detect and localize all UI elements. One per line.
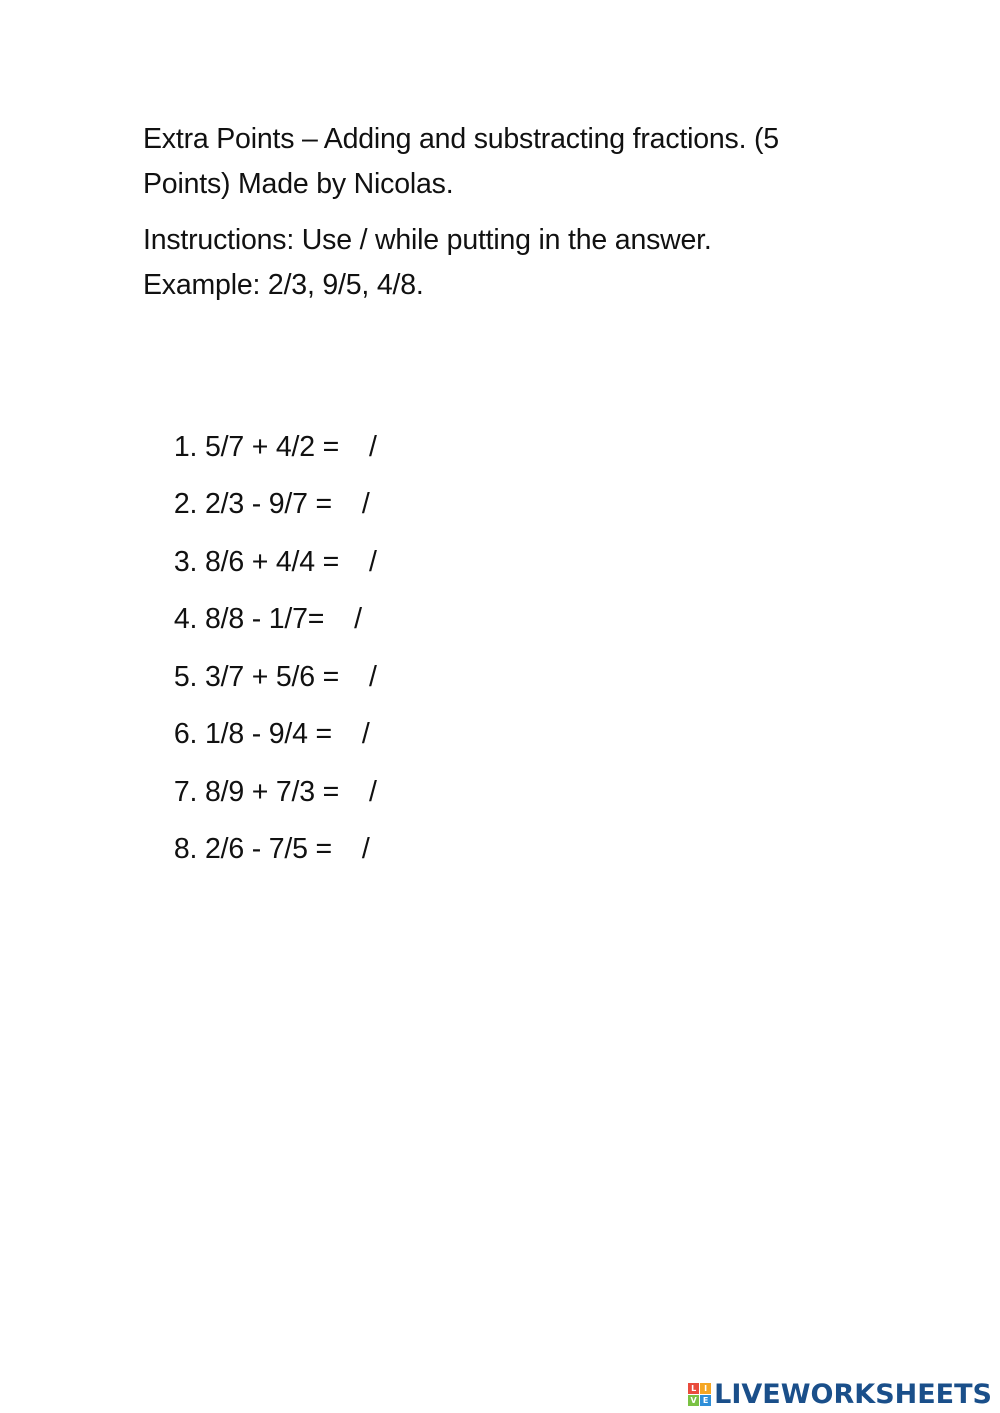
worksheet-title xyxy=(143,117,863,207)
question-1 xyxy=(143,380,377,463)
question-label: 4. 8/8 - 1/7= xyxy=(173,603,325,635)
answer-slash: / xyxy=(369,546,377,578)
question-label: 5. 3/7 + 5/6 = xyxy=(173,661,340,693)
title-line: Points) Made by Nicolas. xyxy=(143,168,454,200)
question-4 xyxy=(143,552,362,635)
logo-mark-letter: E xyxy=(700,1395,711,1406)
question-label: 7. 8/9 + 7/3 = xyxy=(173,776,340,808)
question-label: 2. 2/3 - 9/7 = xyxy=(173,488,332,520)
answer-slash: / xyxy=(361,718,370,750)
answer-slash: / xyxy=(369,661,377,693)
question-7 xyxy=(143,725,377,808)
liveworksheets-logo xyxy=(688,1378,992,1410)
answer-slash: / xyxy=(354,603,362,635)
answer-slash: / xyxy=(361,488,370,520)
question-6 xyxy=(143,667,370,750)
instructions-line: Example: 2/3, 9/5, 4/8. xyxy=(143,269,424,301)
answer-slash: / xyxy=(369,431,377,463)
logo-mark-letter: L xyxy=(688,1383,699,1394)
question-5 xyxy=(143,610,377,693)
instructions xyxy=(143,218,863,308)
answer-slash: / xyxy=(369,776,377,808)
question-label: 3. 8/6 + 4/4 = xyxy=(173,546,340,578)
title-line: Extra Points – Adding and substracting fractions. (5 xyxy=(143,123,779,155)
instructions-line: Instructions: Use / while putting in the answer. xyxy=(143,224,712,256)
question-label: 6. 1/8 - 9/4 = xyxy=(173,718,332,750)
question-label: 1. 5/7 + 4/2 = xyxy=(173,431,340,463)
answer-slash: / xyxy=(361,833,370,865)
logo-mark-letter: V xyxy=(688,1395,699,1406)
question-3 xyxy=(143,495,377,578)
question-2 xyxy=(143,437,370,520)
logo-mark-letter: I xyxy=(700,1383,711,1394)
logo-text: LIVEWORKSHEETS xyxy=(714,1378,992,1410)
liveworksheets-mark-icon xyxy=(688,1383,711,1406)
question-8 xyxy=(143,782,370,865)
question-label: 8. 2/6 - 7/5 = xyxy=(173,833,332,865)
